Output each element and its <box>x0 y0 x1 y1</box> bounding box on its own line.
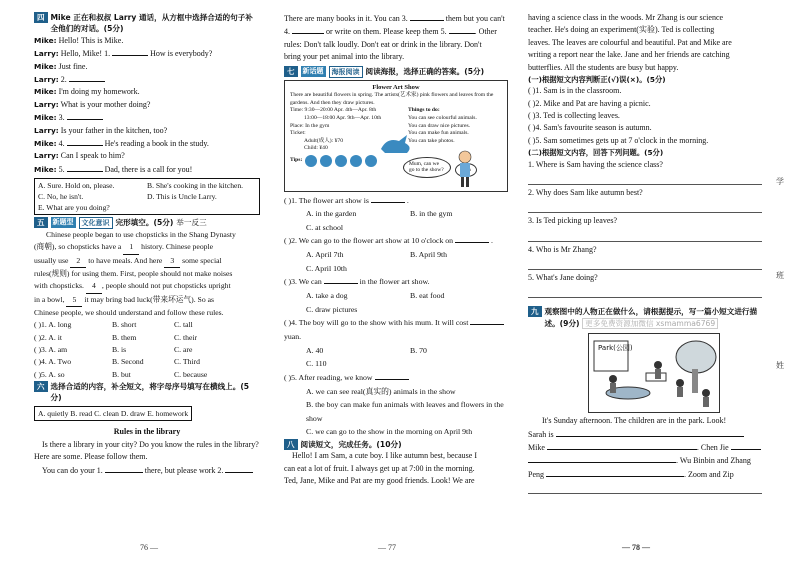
passage-line: bring your pet animal into the library. <box>284 52 405 62</box>
dialogue-text: Hello, Mike! 1. <box>60 49 111 59</box>
no-litter-icon <box>365 155 377 167</box>
speaker: Mike: <box>34 164 57 174</box>
choice-option[interactable]: B. eat food <box>410 291 445 301</box>
choices <box>284 385 514 440</box>
word-box: A. quietly B. read C. clean D. draw E. homework <box>34 406 192 422</box>
passage-text: 4. <box>284 27 290 37</box>
cloze-text: Chinese people began to use chopsticks in the Shang Dynasty <box>46 230 236 240</box>
option-text: B. Second <box>112 357 144 367</box>
cloze-line <box>34 268 260 280</box>
extra-note: 举一反三 <box>176 218 207 228</box>
dialogue-line <box>34 73 260 86</box>
passage-line <box>284 25 514 38</box>
writing-text: Peng <box>528 469 544 479</box>
choice-option[interactable]: B. 70 <box>410 345 427 355</box>
dialogue-line <box>34 111 260 124</box>
question-text: ( )2. We can go to the flower art show at 10 o'clock on <box>284 236 454 246</box>
answer-line[interactable] <box>528 174 762 185</box>
dialogue-line <box>34 86 260 98</box>
cloze-number: 3 <box>164 255 180 268</box>
watermark: 更多免费资源加微信 xsmamma6769 <box>582 318 718 329</box>
section-title: 阅读海报，选择正确的答案。(5分) <box>365 66 485 76</box>
answer-blank[interactable] <box>105 464 143 473</box>
choice-option[interactable]: A. April 7th <box>306 250 344 260</box>
answer-blank[interactable] <box>112 47 148 56</box>
dialogue-text: Can I speak to him? <box>60 151 125 161</box>
answer-blank[interactable] <box>455 234 489 243</box>
cloze-number: 4 <box>86 280 102 293</box>
cloze-option-row[interactable] <box>34 319 260 331</box>
cloze-text: (商朝), so chopsticks have a <box>34 242 124 252</box>
question <box>284 234 514 248</box>
cloze-option-row[interactable] <box>34 356 260 368</box>
cloze-text: some special <box>180 255 222 265</box>
section-title: 完形填空。(5分) <box>115 218 174 228</box>
poster <box>284 80 508 192</box>
cloze-text: usually use <box>34 255 71 265</box>
passage-line: leaves. The leaves are colourful and beautiful. Pat and Mike are <box>528 37 732 47</box>
answer-blank[interactable] <box>292 25 324 34</box>
choice-option[interactable]: B. in the gym <box>410 209 453 219</box>
poster-tips: Tips: <box>290 156 303 163</box>
qa-item: 4. Who is Mr Zhang? <box>528 244 597 254</box>
qa-title: (二)根据短文内容，回答下列问题。(5分) <box>528 148 664 158</box>
cloze-text: Chinese people, we should understand and follow these rules. <box>34 307 224 317</box>
page-78-column <box>528 12 762 494</box>
question <box>284 194 514 208</box>
section-number: 九 <box>528 306 542 317</box>
option-text: ( )2. A. it <box>34 332 62 342</box>
page-number-77: — 77 <box>378 543 396 552</box>
tf-item: ( )3. Ted is collecting leaves. <box>528 111 620 121</box>
tf-title: (一)根据短文内容判断正(√)误(×)。(5分) <box>528 74 666 84</box>
question <box>284 316 514 343</box>
cloze-passage <box>34 229 260 319</box>
rules-line <box>34 464 260 477</box>
choice-option[interactable]: C. draw pictures <box>306 304 358 314</box>
speaker: Mike: <box>34 35 57 45</box>
cloze-text: to have meals. And here <box>86 255 165 265</box>
margin-label: 班 <box>776 271 784 280</box>
page-76-column <box>34 12 260 477</box>
poster-ticket: Ticket: <box>290 130 306 137</box>
cloze-text: history. Chinese people <box>139 242 214 252</box>
section-number: 四 <box>34 12 48 23</box>
tf-item: ( )4. Sam's favourite season is autumn. <box>528 123 652 133</box>
choice-option[interactable]: A. 40 <box>306 345 324 355</box>
poster-title: Flower Art Show <box>372 83 420 91</box>
speaker: Larry: <box>34 99 59 109</box>
section-7-header <box>284 66 514 78</box>
cloze-text: rules(规则) for using them. First, people should not make noises <box>34 269 233 279</box>
qa-item: 1. Where is Sam having the science class? <box>528 159 663 169</box>
dialogue-text: 5. <box>58 164 65 174</box>
poster-questions <box>284 194 514 440</box>
section-title: 选择合适的内容，补全短文，将字母序号填写在横线上。(5分) <box>50 381 250 403</box>
tf-item: ( )1. Sam is in the classroom. <box>528 86 622 96</box>
cloze-number: 1 <box>123 241 139 254</box>
option-c: C. No, he isn't. <box>38 192 84 202</box>
dialogue-text: Is your father in the kitchen, too? <box>60 125 168 135</box>
choice-option[interactable]: C. April 10th <box>306 263 347 273</box>
tf-item: ( )2. Mike and Pat are having a picnic. <box>528 98 651 108</box>
poster-child: Child: ¥40 <box>304 145 328 152</box>
writing-text: . Chen Jie <box>696 443 729 453</box>
choice-option[interactable]: C. we can go to the show in the morning on April 9th <box>306 427 473 437</box>
section-8-header <box>284 439 514 450</box>
dialogue-line <box>34 137 260 150</box>
question-text: in the flower art show. <box>359 277 430 287</box>
passage-line: teacher. He's doing an experiment(实验). Ted is collecting <box>528 25 715 35</box>
passage-line <box>284 12 514 25</box>
answer-blank[interactable] <box>67 137 103 146</box>
choices <box>284 248 514 275</box>
passage-text: or write on them. Please keep them 5. <box>326 27 447 37</box>
writing-text: . Wu Binbin and Zhang <box>676 456 751 466</box>
writing-text: Mike <box>528 443 545 453</box>
animal-drawing <box>377 133 417 157</box>
option-text: ( )4. A. Two <box>34 357 72 367</box>
answer-blank[interactable] <box>528 454 676 463</box>
option-text: B. them <box>112 332 137 342</box>
rules-paragraph: Is there a library in your city? Do you know the rules in the library? Here are some. Please follow them. <box>34 439 259 462</box>
option-text: C. are <box>174 344 193 354</box>
page-77-column <box>284 12 514 488</box>
answer-line[interactable] <box>528 483 762 494</box>
passage-text: them but you can't <box>445 14 505 23</box>
thing-item: You can draw nice pictures. <box>408 122 471 129</box>
option-text: B. is <box>112 344 127 354</box>
writing-prompt: It's Sunday afternoon. The children are in the park. Look! <box>542 416 727 426</box>
answer-line[interactable] <box>528 231 762 242</box>
dialogue-text: How is everybody? <box>150 49 213 59</box>
question-text: ( )4. The boy will go to the show with his mum. It will cost <box>284 318 469 328</box>
cloze-option-row[interactable] <box>34 369 260 381</box>
dialogue-text: Hello! This is Mike. <box>58 35 124 45</box>
rules-title: Rules in the library <box>113 427 181 437</box>
answer-line[interactable] <box>528 202 762 213</box>
cloze-line <box>34 229 260 241</box>
no-food-icon <box>320 155 332 167</box>
option-text: C. Third <box>174 357 200 367</box>
answer-blank[interactable] <box>547 441 697 450</box>
question-text: ( )3. We can <box>284 277 322 287</box>
park-picture <box>588 333 720 413</box>
cloze-line <box>34 280 260 293</box>
dialogue-text: 3. <box>58 113 65 123</box>
question-text: ( )1. The flower art show is <box>284 195 369 205</box>
thing-item: You can see colourful animals. <box>408 114 477 121</box>
page-number-76: 76 — <box>140 543 158 552</box>
question <box>284 275 514 289</box>
choices <box>284 289 514 316</box>
new-topic-tag: 新话题 <box>302 66 324 75</box>
answer-line[interactable] <box>528 259 762 270</box>
cloze-option-row[interactable] <box>34 332 260 344</box>
tf-item: ( )5. Sam sometimes gets up at 7 o'clock in the morning. <box>528 135 709 145</box>
thing-item: You can make fun animals. <box>408 130 469 137</box>
choice-option[interactable]: B. April 9th <box>410 250 448 260</box>
answer-blank[interactable] <box>69 73 105 82</box>
cloze-text: it may bring bad luck(带来坏运气). So as <box>82 294 214 304</box>
section-title: 阅读短文，完成任务。(10分) <box>300 440 402 450</box>
speaker: Larry: <box>34 125 59 135</box>
writing-text: . Zoom and Zip <box>684 469 734 479</box>
dialogue-line <box>34 150 260 162</box>
poster-time: Time: 9:30—20:00 Apr. 4th—Apr. 8th <box>290 107 377 114</box>
answer-blank[interactable] <box>449 25 475 34</box>
dialogue-line <box>34 125 260 137</box>
writing-line <box>528 454 762 467</box>
no-touch-icon <box>335 155 347 167</box>
question-text: . <box>491 236 493 246</box>
cloze-text: in a bowl, <box>34 294 67 304</box>
passage-line: writing a report near the lake. Jane and her friends are catching <box>528 50 730 60</box>
option-text: C. their <box>174 332 198 342</box>
cloze-line <box>34 294 260 307</box>
cloze-number: 5 <box>66 294 82 307</box>
section-4-header <box>34 12 260 35</box>
passage-line: Ted, Jane, Mike and Pat are my good friends. Look! We are <box>284 476 475 486</box>
cloze-number: 2 <box>70 255 86 268</box>
choice-option[interactable]: B. the boy can make fun animals with leaves and flowers in the show <box>306 400 504 423</box>
dialogue <box>34 35 260 176</box>
writing-line <box>528 441 762 454</box>
new-type-tag: 新题型 <box>52 218 74 227</box>
question <box>284 371 514 385</box>
answer-blank[interactable] <box>470 316 504 325</box>
rules-text: You can do your 1. <box>42 465 103 475</box>
section-title <box>545 306 763 329</box>
dialogue-text: Dad, there is a call for you! <box>104 164 193 174</box>
option-text: ( )3. A. am <box>34 344 68 354</box>
qa-item: 2. Why does Sam like autumn best? <box>528 187 643 197</box>
dialogue-text: He's reading a book in the study. <box>104 138 209 148</box>
question-text: yuan. <box>284 331 302 341</box>
writing-line <box>528 428 762 441</box>
cloze-text: with chopsticks. <box>34 281 86 291</box>
writing-line <box>528 468 762 481</box>
answer-blank[interactable] <box>375 371 409 380</box>
passage-line: Hello! I am Sam, a cute boy. I like autumn best, because I <box>292 451 477 461</box>
section-number: 六 <box>34 381 48 392</box>
option-text: ( )5. A. so <box>34 369 65 379</box>
choice-option[interactable]: A. in the garden <box>306 209 357 219</box>
passage-text: . Other <box>474 27 497 37</box>
answer-blank[interactable] <box>410 12 444 21</box>
dialogue-text: What is your mother doing? <box>60 99 151 109</box>
dialogue-line <box>34 47 260 60</box>
passage-line: rules: Don't talk loudly. Don't eat or drink in the library. Don't <box>284 39 482 49</box>
passage-line: having a science class in the woods. Mr Zhang is our science <box>528 13 724 22</box>
speaker: Larry: <box>34 151 59 161</box>
section-title-text: 观察图中的人物正在做什么，请根据提示，写一篇小短文进行描述。(9分) <box>544 307 758 328</box>
boy-figure <box>457 149 487 189</box>
section-title: Mike 正在和叔叔 Larry 通话，从方框中选择合适的句子补全他们的对话。(5分) <box>50 13 253 34</box>
park-label: Park(公园) <box>598 344 633 353</box>
option-e: E. What are you doing? <box>38 203 110 213</box>
answer-blank[interactable] <box>67 163 103 172</box>
speaker: Larry: <box>34 49 59 59</box>
cloze-line <box>34 241 260 254</box>
speaker: Larry: <box>34 74 59 84</box>
answer-blank[interactable] <box>67 111 103 120</box>
bubble-text: Mum, can we go to the show? <box>409 160 444 174</box>
speaker: Mike: <box>34 113 57 123</box>
answer-blank[interactable] <box>225 464 253 473</box>
dialogue-line <box>34 99 260 111</box>
choice-option[interactable]: A. take a dog <box>306 291 348 301</box>
thing-item: You can take photos. <box>408 137 455 144</box>
cloze-option-row[interactable] <box>34 344 260 356</box>
choices <box>284 207 514 234</box>
speaker: Mike: <box>34 87 57 97</box>
cloze-line <box>34 255 260 268</box>
no-drink-icon <box>350 155 362 167</box>
question-text: . <box>406 195 409 205</box>
qa-item: 3. Is Ted picking up leaves? <box>528 216 618 226</box>
section-number: 七 <box>284 66 298 77</box>
cloze-text: , people should not put chopsticks upright <box>101 281 231 291</box>
culture-tag: 文化意识 <box>79 217 113 229</box>
no-dog-icon <box>305 155 317 167</box>
answer-blank[interactable] <box>556 428 744 437</box>
section-number: 八 <box>284 439 298 450</box>
choice-option[interactable]: C. at school <box>306 222 344 232</box>
things-title: Things to do: <box>408 107 440 114</box>
poster-intro: There are beautiful flowers in spring. The artists(艺术家) pink flowers and leaves from the gardens. And then they draw pictures. <box>290 92 494 106</box>
dialogue-text: 2. <box>60 74 67 84</box>
poster-time-2: 13:00—18:00 Apr. 9th—Apr. 10th <box>304 114 382 121</box>
cloze-options <box>34 319 260 381</box>
answer-blank[interactable] <box>324 275 358 284</box>
choices <box>284 344 514 371</box>
poster-adult: Adult(成人): ¥70 <box>304 137 343 144</box>
qa-item: 5. What's Jane doing? <box>528 273 598 283</box>
writing-text: Sarah is <box>528 429 554 439</box>
option-text: B. short <box>112 320 137 330</box>
speaker: Mike: <box>34 61 57 71</box>
dialogue-line <box>34 61 260 73</box>
option-text: C. because <box>174 369 208 379</box>
dialogue-text: 4. <box>58 138 65 148</box>
margin-label: 学 <box>776 177 784 186</box>
option-text: B. but <box>112 369 131 379</box>
option-text: ( )1. A. long <box>34 320 72 330</box>
choice-option[interactable]: C. 110 <box>306 359 327 369</box>
speech-bubble <box>403 157 451 178</box>
choice-option[interactable]: A. we can see real(真实的) animals in the show <box>306 386 456 396</box>
option-text: C. tall <box>174 320 193 330</box>
dialogue-line <box>34 35 260 47</box>
passage-line: can eat a lot of fruit. I always get up at 7:00 in the morning. <box>284 463 475 473</box>
answer-blank[interactable] <box>546 468 684 477</box>
answer-blank[interactable] <box>371 194 405 203</box>
dialogue-line <box>34 163 260 176</box>
poster-place: Place: In the gym <box>290 122 330 129</box>
section-9-header <box>528 306 762 329</box>
speaker: Mike: <box>34 138 57 148</box>
option-b: B. She's cooking in the kitchen. <box>147 181 244 191</box>
option-d: D. This is Uncle Larry. <box>147 192 217 202</box>
answer-blank[interactable] <box>731 441 761 450</box>
answer-line[interactable] <box>528 287 762 298</box>
option-a: A. Sure. Hold on, please. <box>38 181 115 191</box>
section-6-header <box>34 381 260 404</box>
dialogue-text: I'm doing my homework. <box>58 87 140 97</box>
section-5-header <box>34 217 260 229</box>
passage-line: butterflies. All the students are busy but happy. <box>528 62 679 72</box>
dialogue-text: Just fine. <box>58 61 88 71</box>
page-number-78: — 78 — <box>622 543 650 552</box>
rules-text: there, but please work 2. <box>144 465 224 475</box>
passage-text: There are many books in it. You can 3. <box>284 14 408 23</box>
options-box <box>34 178 260 215</box>
question-text: ( )5. After reading, we know <box>284 372 373 382</box>
margin-label: 姓 <box>776 361 784 370</box>
cloze-line <box>34 307 260 319</box>
poster-tag: 海报阅读 <box>329 66 363 78</box>
section-number: 五 <box>34 217 48 228</box>
